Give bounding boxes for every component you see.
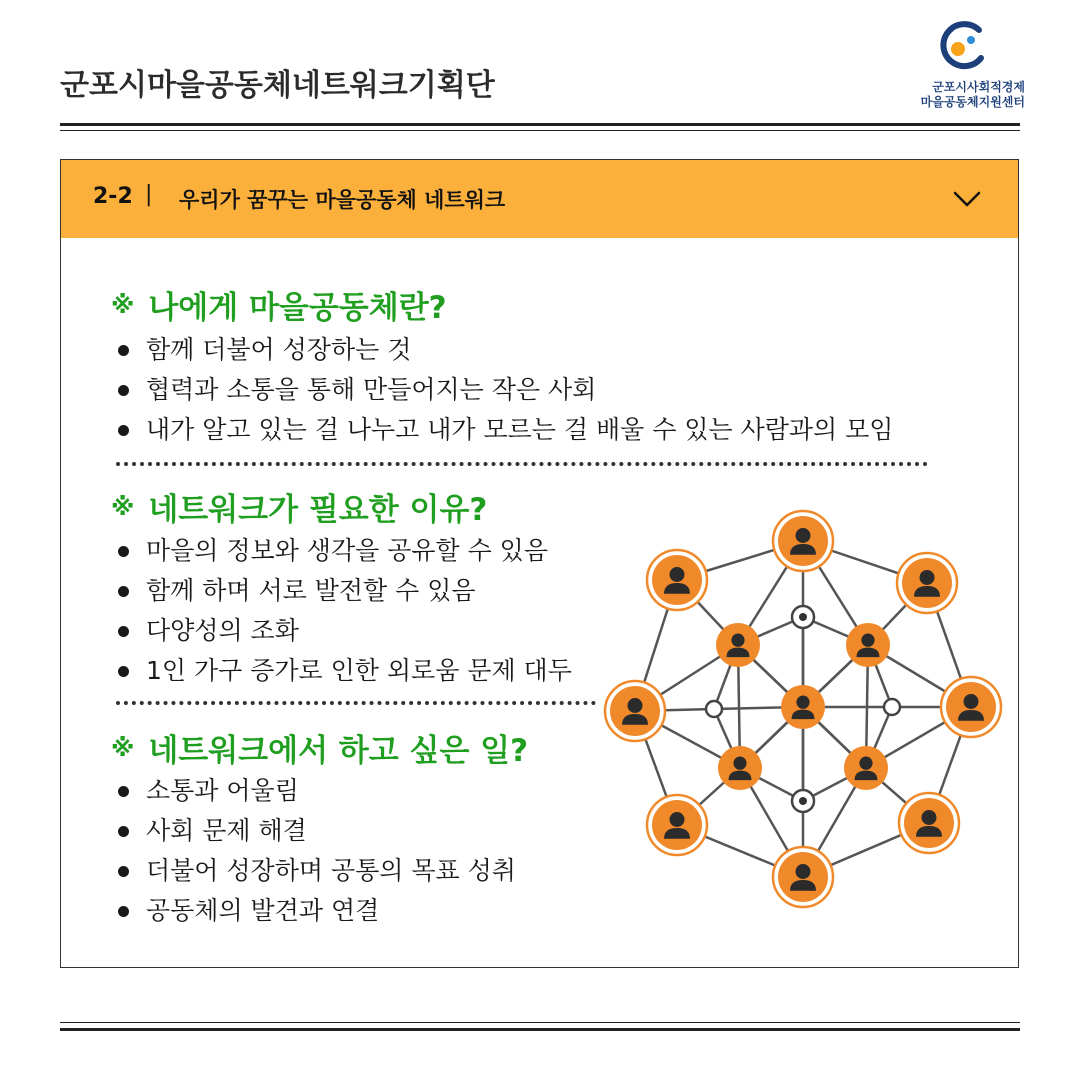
hub-node-icon — [706, 701, 722, 717]
list-item-text: 협력과 소통을 통해 만들어지는 작은 사회 — [146, 375, 597, 404]
list-item-text: 공동체의 발견과 연결 — [146, 896, 380, 925]
person-avatar-icon — [846, 623, 890, 667]
header-divider-thin — [60, 130, 1020, 131]
bullet-icon — [118, 586, 129, 597]
header-divider — [60, 123, 1020, 126]
hub-center-dot — [799, 613, 807, 621]
heading-text: 네트워크가 필요한 이유? — [148, 492, 488, 528]
list-item-text: 1인 가구 증가로 인한 외로움 문제 대두 — [146, 656, 572, 685]
list-item — [116, 370, 893, 410]
bullet-icon — [118, 425, 129, 436]
people-network-icon — [600, 505, 1010, 915]
section-separator: | — [145, 182, 153, 207]
bullet-icon — [118, 626, 129, 637]
list-item — [116, 651, 572, 691]
bullet-list-2 — [116, 531, 572, 691]
person-avatar-icon — [647, 550, 707, 610]
hub-node-icon — [884, 699, 900, 715]
logo-mark-icon — [935, 18, 991, 74]
list-item — [116, 811, 516, 851]
organization-logo — [895, 18, 1045, 118]
footer-divider-thin — [60, 1022, 1020, 1023]
bullet-icon — [118, 546, 129, 557]
list-item-text: 함께 하며 서로 발전할 수 있음 — [146, 576, 476, 605]
list-item — [116, 851, 516, 891]
list-item-text: 다양성의 조화 — [146, 616, 299, 645]
bullet-icon — [118, 786, 129, 797]
list-item — [116, 330, 893, 370]
list-item-text: 소통과 어울림 — [146, 776, 299, 805]
person-avatar-icon — [899, 793, 959, 853]
dotted-divider — [116, 701, 596, 705]
person-avatar-icon — [718, 746, 762, 790]
list-item — [116, 891, 516, 931]
section-heading-2 — [111, 484, 487, 529]
list-item-text: 사회 문제 해결 — [146, 816, 307, 845]
hub-center-dot — [799, 797, 807, 805]
bullet-icon — [118, 666, 129, 677]
person-avatar-icon — [605, 681, 665, 741]
bullet-list-1 — [116, 330, 893, 450]
section-number: 2-2 — [93, 184, 133, 209]
section-title: 우리가 꿈꾸는 마을공동체 네트워크 — [179, 188, 506, 212]
list-item-text: 더불어 성장하며 공통의 목표 성취 — [146, 856, 516, 885]
bullet-icon — [118, 826, 129, 837]
person-avatar-icon — [716, 623, 760, 667]
logo-text-line1: 군포시사회적경제 — [932, 80, 1025, 94]
bullet-icon — [118, 385, 129, 396]
person-avatar-icon — [941, 677, 1001, 737]
chevron-down-icon[interactable] — [950, 182, 984, 216]
person-avatar-icon — [781, 685, 825, 729]
list-item-text: 내가 알고 있는 걸 나누고 내가 모르는 걸 배울 수 있는 사람과의 모임 — [146, 415, 894, 444]
section-heading-3 — [111, 725, 528, 770]
page-title: 군포시마을공동체네트워크기획단 — [60, 68, 495, 103]
accordion-header[interactable] — [60, 159, 1019, 239]
footer-divider — [60, 1028, 1020, 1031]
asterism-icon: ※ — [111, 492, 135, 521]
list-item — [116, 531, 572, 571]
heading-text: 나에게 마을공동체란? — [148, 290, 447, 326]
list-item — [116, 410, 893, 450]
bullet-list-3 — [116, 771, 516, 931]
list-item-text: 마을의 정보와 생각을 공유할 수 있음 — [146, 536, 548, 565]
heading-text: 네트워크에서 하고 싶은 일? — [148, 733, 529, 769]
dotted-divider — [116, 462, 928, 466]
list-item — [116, 611, 572, 651]
bullet-icon — [118, 345, 129, 356]
section-heading-1 — [111, 282, 447, 327]
person-avatar-icon — [844, 746, 888, 790]
list-item — [116, 771, 516, 811]
person-avatar-icon — [773, 847, 833, 907]
person-avatar-icon — [897, 553, 957, 613]
list-item-text: 함께 더불어 성장하는 것 — [146, 335, 412, 364]
person-avatar-icon — [647, 795, 707, 855]
logo-text-line2: 마을공동체지원센터 — [920, 95, 1025, 109]
bullet-icon — [118, 866, 129, 877]
asterism-icon: ※ — [111, 290, 135, 319]
bullet-icon — [118, 906, 129, 917]
person-avatar-icon — [773, 511, 833, 571]
list-item — [116, 571, 572, 611]
asterism-icon: ※ — [111, 733, 135, 762]
